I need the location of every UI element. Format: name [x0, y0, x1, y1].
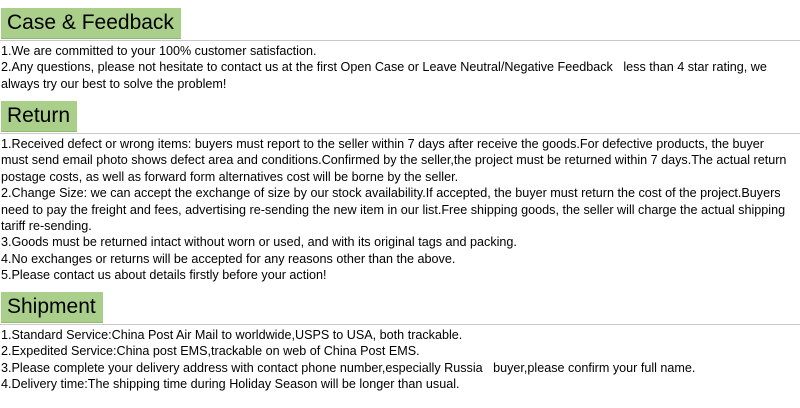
section-divider — [0, 133, 800, 134]
return-heading: Return — [1, 101, 77, 132]
return-item-4: 4.No exchanges or returns will be accepted for any reasons other than the above. — [1, 251, 456, 266]
shipment-list — [0, 327, 800, 393]
return-item-5: 5.Please contact us about details firstly before your action! — [1, 268, 327, 283]
shipment-item-3: 3.Please complete your delivery address with contact phone number,especially Russia buyer,please confirm your full name. — [1, 360, 696, 375]
return-item-1: 1.Received defect or wrong items: buyers must report to the seller within 7 days after receive the goods.For defective products, the buyer must send email photo shows defect area and conditions.Confirmed by the seller,the project must be returned within 7 days.The actual return postage costs, as well as forward form alternatives cost will be borne by the seller. — [1, 137, 790, 184]
shipment-item-2: 2.Expedited Service:China post EMS,trackable on web of China Post EMS. — [1, 344, 420, 359]
shipment-item-4: 4.Delivery time:The shipping time during Holiday Season will be longer than usual. — [1, 377, 460, 392]
section-divider — [0, 40, 800, 41]
case-feedback-section — [0, 8, 800, 92]
case-feedback-item-1: 1.We are committed to your 100% customer satisfaction. — [1, 44, 317, 58]
return-item-3: 3.Goods must be returned intact without worn or used, and with its original tags and packing. — [1, 235, 517, 250]
shipment-heading: Shipment — [1, 292, 103, 323]
case-feedback-list — [0, 43, 800, 92]
case-feedback-heading: Case & Feedback — [1, 8, 181, 39]
section-divider — [0, 324, 800, 325]
return-item-2: 2.Change Size: we can accept the exchange of size by our stock availability.If accepted, the buyer must return the cost of the project.Buyers need to pay the freight and fees, advertising re-sending the new item in our list.Free shipping goods, the seller will charge the actual shipping tariff re-sending. — [1, 186, 789, 234]
shipment-item-1: 1.Standard Service:China Post Air Mail to worldwide,USPS to USA, both trackable. — [1, 328, 463, 342]
case-feedback-item-2: 2.Any questions, please not hesitate to contact us at the first Open Case or Leave Neutral/Negative Feedback less than 4 star rating, we always try our best to solve the problem! — [1, 60, 771, 91]
return-list — [0, 136, 800, 284]
shipment-section — [0, 292, 800, 393]
return-section — [0, 101, 800, 284]
